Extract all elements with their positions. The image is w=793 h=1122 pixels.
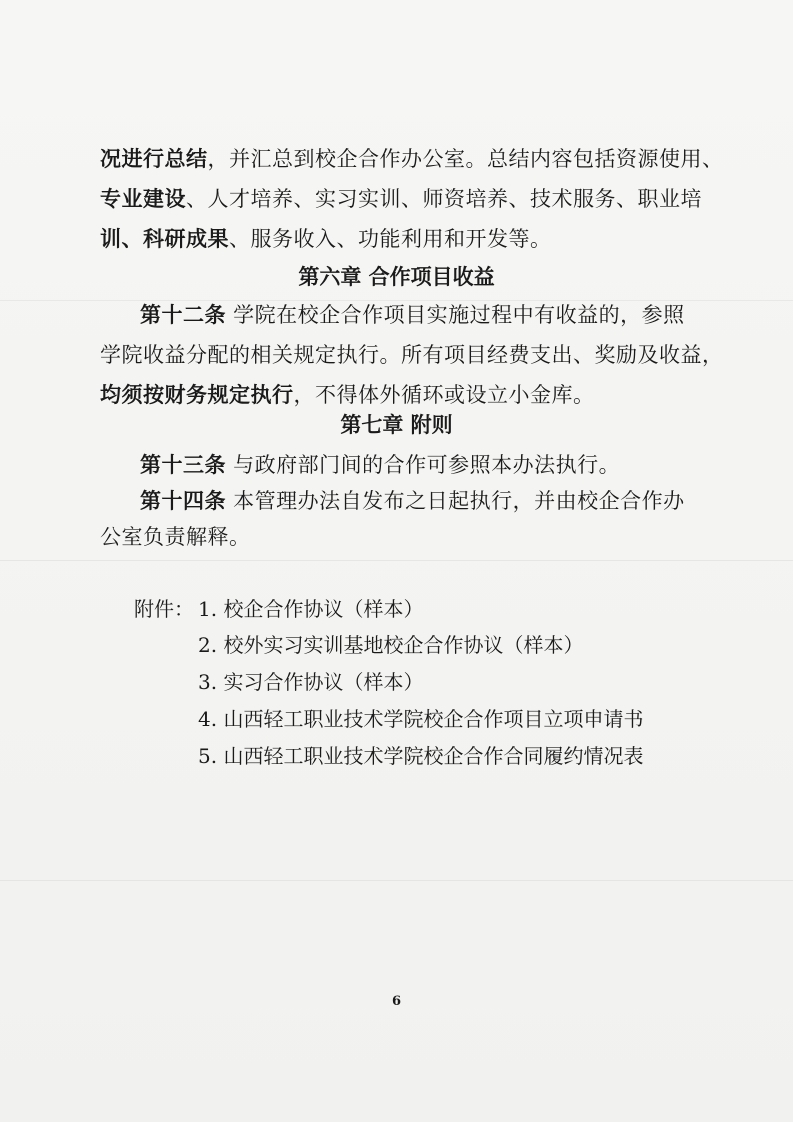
bold-phrase: 专业建设: [100, 186, 186, 211]
text-line: [140, 300, 740, 330]
chapter-heading: 第七章 附则: [340, 412, 453, 437]
text-span: 与政府部门间的合作可参照本办法执行。: [226, 453, 621, 477]
text-line: [100, 224, 700, 254]
bleed-through-line: [0, 880, 793, 881]
chapter-heading: 第六章 合作项目收益: [298, 264, 495, 289]
bold-phrase: 训、科研成果: [100, 226, 229, 251]
text-line: [140, 450, 740, 480]
page-number: 6: [391, 994, 402, 1009]
text-span: 、服务收入、功能利用和开发等。: [229, 227, 552, 251]
text-line: 公室负责解释。: [100, 525, 251, 549]
article-label: 第十四条: [140, 488, 226, 513]
attachment-item: 2. 校外实习实训基地校企合作协议（样本）: [198, 633, 584, 657]
text-span: 本管理办法自发布之日起执行，并由校企合作办: [226, 489, 685, 513]
text-span: ，并汇总到校企合作办公室。总结内容包括资源使用、: [207, 147, 724, 171]
text-span: 、人才培养、实习实训、师资培养、技术服务、职业培: [186, 187, 702, 211]
text-line: [100, 184, 700, 214]
attachments-label: 附件：: [134, 597, 194, 621]
bold-phrase: 均须按财务规定执行: [100, 382, 294, 407]
bleed-through-line: [0, 560, 793, 561]
text-line: 学院收益分配的相关规定执行。所有项目经费支出、奖励及收益，: [100, 343, 724, 367]
article-label: 第十二条: [140, 302, 226, 327]
attachment-item: 5. 山西轻工职业技术学院校企合作合同履约情况表: [198, 744, 644, 768]
text-span: 学院在校企合作项目实施过程中有收益的，参照: [226, 303, 685, 327]
text-line: [140, 486, 740, 516]
attachment-item: 4. 山西轻工职业技术学院校企合作项目立项申请书: [198, 707, 644, 731]
text-span: ，不得体外循环或设立小金库。: [293, 383, 595, 407]
text-line: [100, 144, 724, 174]
text-line: [100, 380, 700, 410]
bold-phrase: 况进行总结: [100, 146, 208, 171]
attachment-item: 3. 实习合作协议（样本）: [198, 670, 424, 694]
article-label: 第十三条: [140, 452, 226, 477]
attachment-item: 1. 校企合作协议（样本）: [198, 597, 424, 621]
